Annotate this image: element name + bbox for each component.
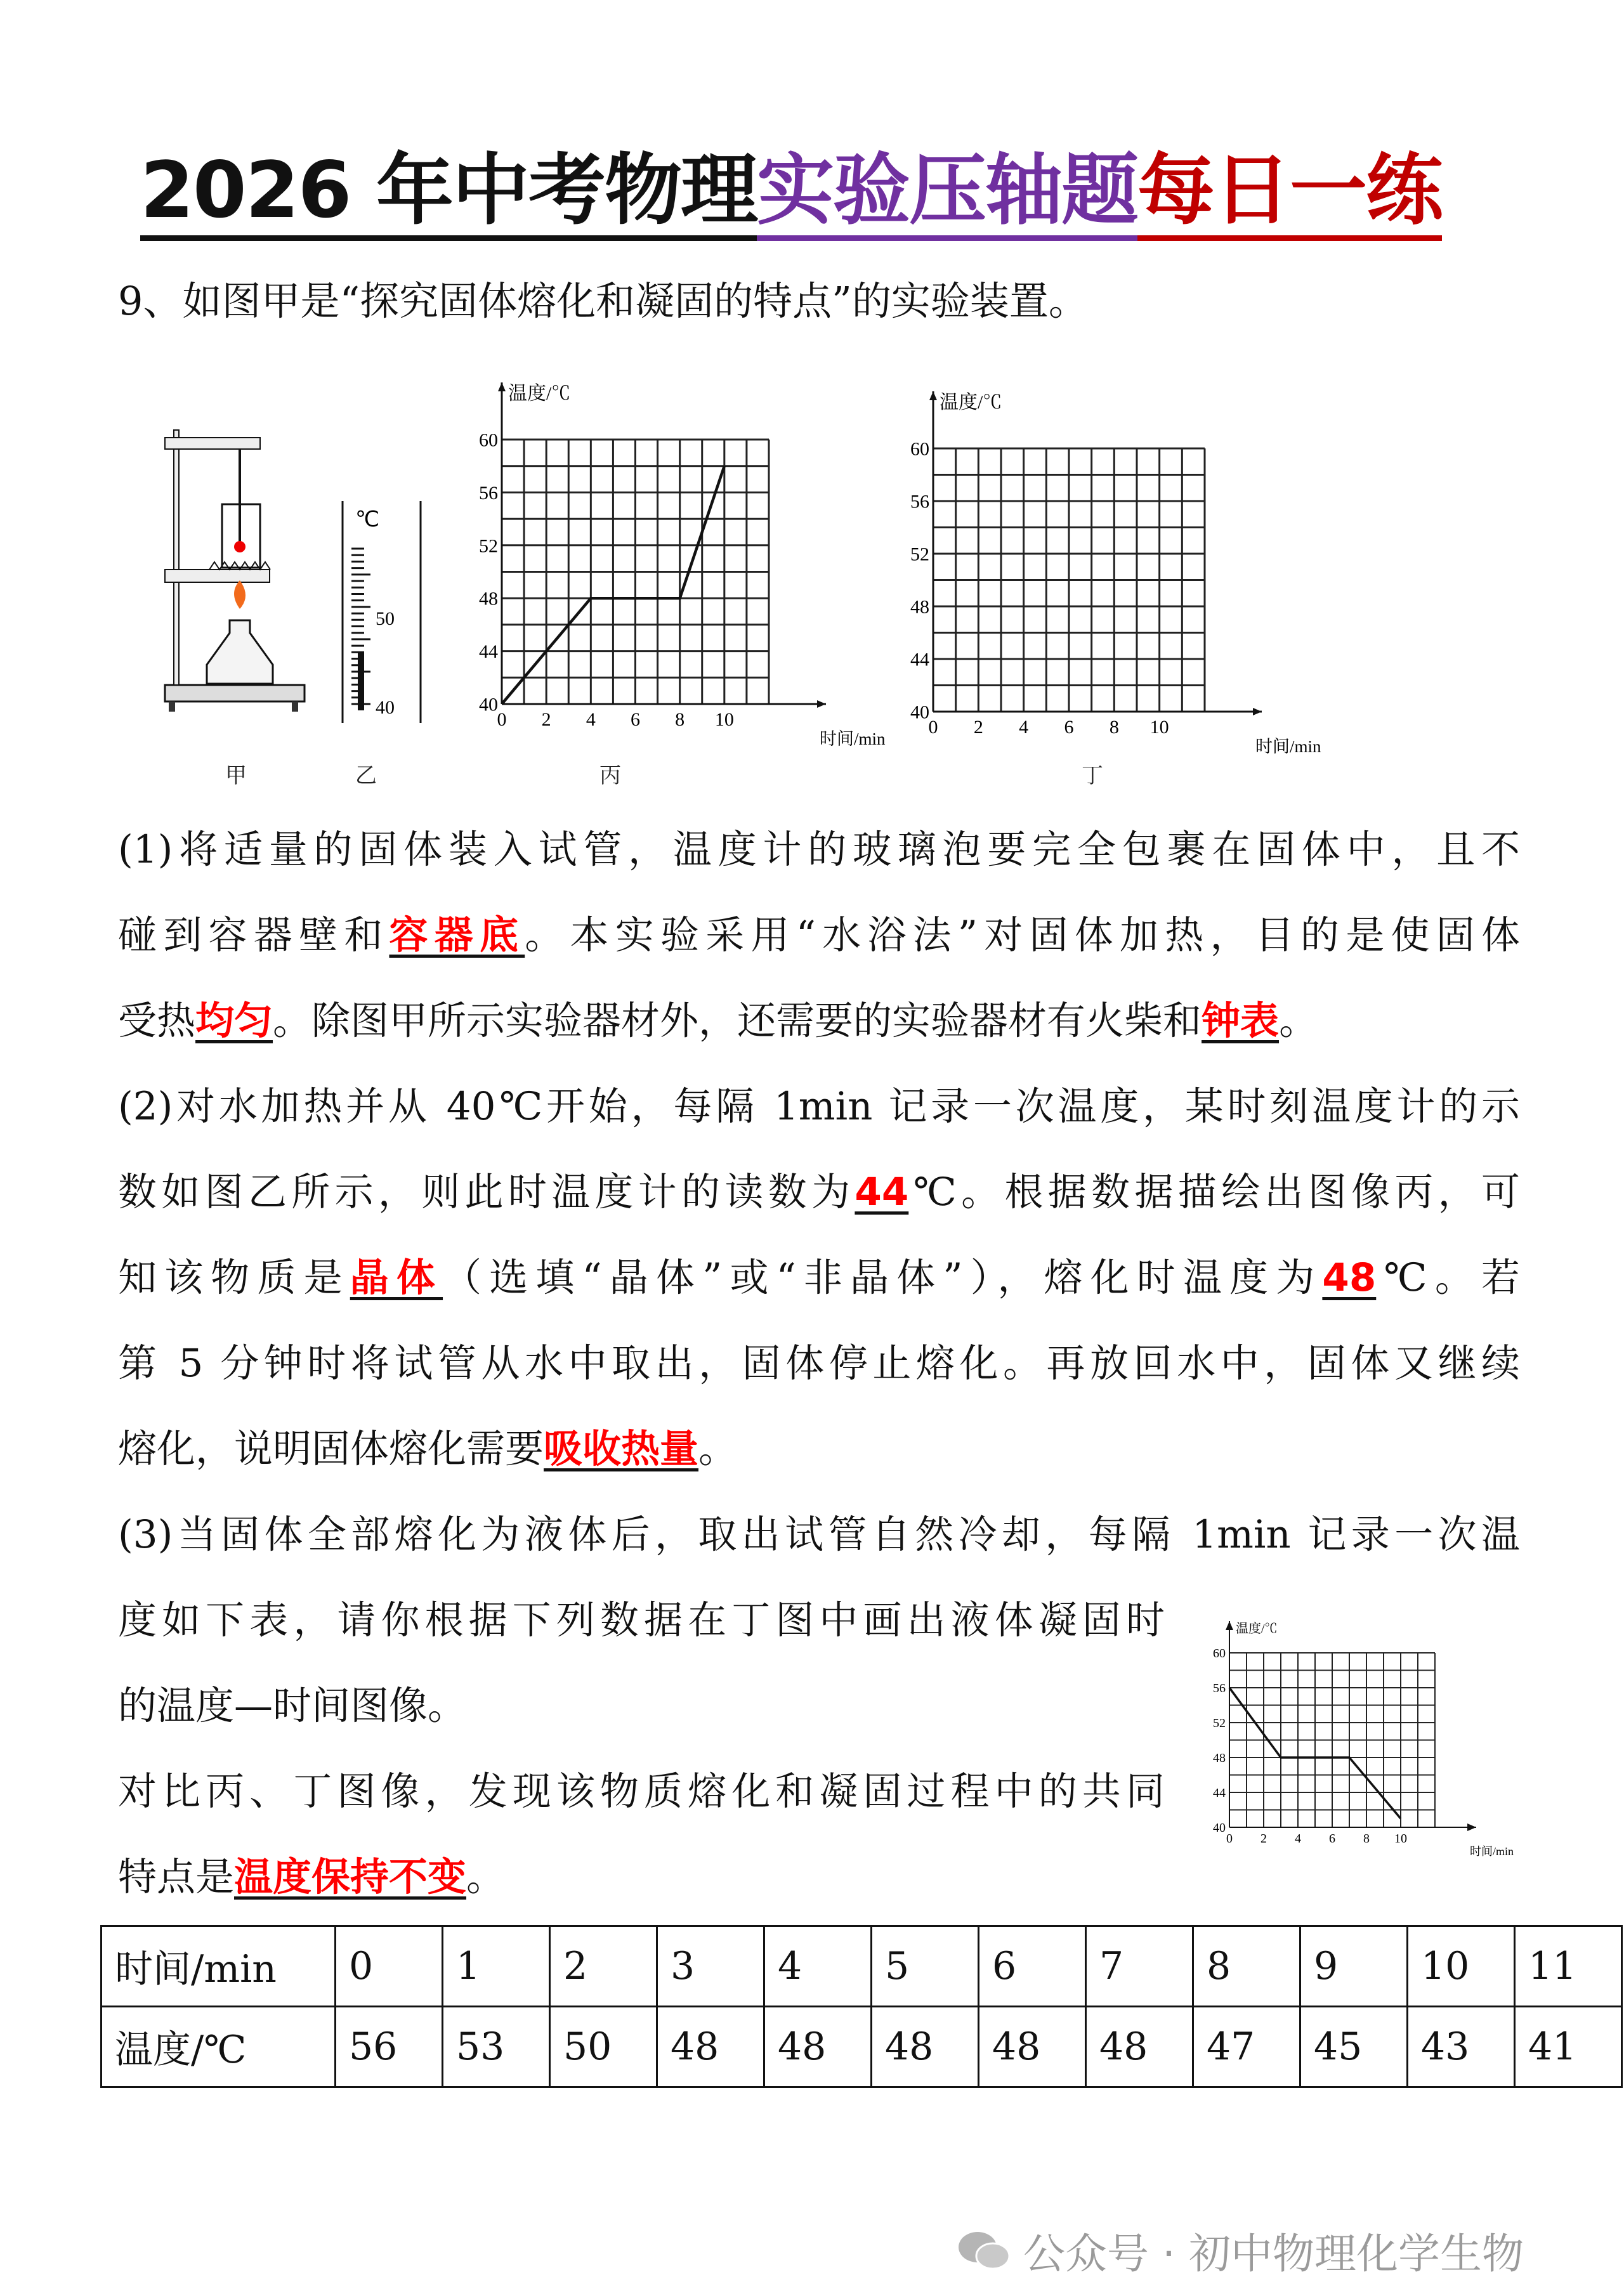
x-axis-arrow [1467,1823,1476,1831]
row-header: 时间/min [102,1926,336,2007]
table-cell: 9 [1300,1926,1408,2007]
answer-blank: 均匀 [195,998,273,1043]
x-tick-label: 6 [1329,1832,1335,1846]
thermometer-unit: ℃ [355,508,380,532]
x-axis-arrow [817,700,826,708]
text-line [118,996,1318,1047]
mercury-column [358,652,364,710]
y-tick-label: 48 [910,596,929,618]
x-tick-label: 6 [631,709,640,730]
y-axis-label: 温度/℃ [1236,1622,1278,1636]
x-tick-label: 0 [928,717,938,738]
table-cell: 3 [657,1926,764,2007]
table-cell: 7 [1086,1926,1193,2007]
text-segment: 受热 [118,998,196,1043]
text-line [118,910,1520,961]
text-segment: （选填“晶体”或“非晶体”），熔化时温度为 [443,1255,1323,1300]
table-cell: 1 [443,1926,550,2007]
y-tick-label: 60 [1213,1647,1226,1660]
thermometer-label-50: 50 [376,608,395,629]
text-segment: 第 5 分钟时将试管从水中取出，固体停止熔化。再放回水中，固体又继续 [118,1341,1520,1386]
table-cell: 53 [443,2007,550,2087]
text-line [118,1081,1520,1132]
x-tick-label: 4 [586,709,596,730]
title-part-3: 每日一练 [1137,145,1442,241]
text-segment: 对比丙、丁图像，发现该物质熔化和凝固过程中的共同 [118,1769,1165,1814]
page-title [140,143,1504,238]
figure-label-ding: 丁 [1082,763,1103,788]
text-segment: 知该物质是 [118,1255,350,1300]
text-segment: 特点是 [118,1855,235,1900]
table-cell: 43 [1408,2007,1515,2087]
x-tick-label: 10 [1394,1832,1407,1846]
table-cell: 50 [550,2007,657,2087]
thermometer-label-40: 40 [376,697,395,718]
text-segment: 碰到容器壁和 [118,913,390,958]
row-header: 温度/℃ [102,2007,336,2087]
y-tick-label: 52 [479,535,498,557]
x-tick-label: 4 [1295,1832,1301,1846]
table-row [102,2007,1622,2087]
table-cell: 5 [872,1926,979,2007]
y-tick-label: 40 [479,694,498,715]
table-cell: 48 [764,2007,872,2087]
x-tick-label: 4 [1019,717,1029,738]
text-segment: ℃。若 [1376,1255,1520,1300]
data-table [100,1925,1623,2088]
y-axis-arrow [929,391,937,400]
text-segment: (3)当固体全部熔化为液体后，取出试管自然冷却，每隔 1min 记录一次温 [118,1512,1520,1557]
text-line [118,1338,1520,1389]
wechat-icon [955,2228,1012,2273]
figure-label-bing: 丙 [599,763,621,788]
y-tick-label: 44 [479,641,498,663]
table-cell: 56 [336,2007,443,2087]
text-line [118,1167,1520,1218]
figure-label-jia: 甲 [225,763,247,788]
answer-blank: 容器底 [389,913,525,958]
y-tick-label: 60 [479,429,498,451]
y-tick-label: 44 [910,649,929,670]
x-tick-label: 10 [714,709,734,730]
y-tick-label: 52 [1213,1716,1226,1730]
chart-ding [875,377,1332,764]
y-tick-label: 40 [910,701,929,723]
table-cell: 11 [1515,1926,1622,2007]
table-cell: 41 [1515,2007,1622,2087]
answer-blank: 48 [1322,1255,1377,1300]
table-cell: 47 [1193,2007,1300,2087]
x-axis-label: 时间/min [1470,1845,1514,1858]
table-cell: 48 [657,2007,764,2087]
text-line [118,1852,505,1903]
text-line [118,1766,1165,1817]
x-tick-label: 10 [1149,717,1169,738]
table-cell: 8 [1193,1926,1300,2007]
answer-blank: 44 [855,1170,909,1215]
x-tick-label: 8 [675,709,685,730]
thermometer-illustration [336,488,425,729]
y-tick-label: 48 [479,588,498,610]
y-axis-arrow [498,382,506,391]
table-cell: 2 [550,1926,657,2007]
text-segment: 。 [1279,998,1318,1043]
y-tick-label: 44 [1213,1786,1226,1800]
answer-blank: 温度保持不变 [234,1855,467,1900]
text-segment: 。 [698,1426,738,1471]
x-tick-label: 8 [1109,717,1119,738]
y-tick-label: 56 [1213,1681,1226,1695]
y-axis-label: 温度/℃ [940,392,1002,413]
text-segment: (2)对水加热并从 40℃开始，每隔 1min 记录一次温度，某时刻温度计的示 [118,1084,1520,1129]
table-cell: 48 [979,2007,1086,2087]
table-cell: 0 [336,1926,443,2007]
y-tick-label: 56 [910,491,929,512]
table-cell: 10 [1408,1926,1515,2007]
x-tick-label: 2 [1261,1832,1267,1846]
text-segment: 。 [466,1855,506,1900]
chart-bing [444,368,901,755]
title-part-2: 实验压轴题 [757,145,1137,241]
table-cell: 45 [1300,2007,1408,2087]
title-part-1: 2026 年中考物理 [140,145,757,241]
x-axis-label: 时间/min [1255,737,1321,756]
text-segment: 。本实验采用“水浴法”对固体加热，目的是使固体 [525,913,1520,958]
chart-answer [1193,1605,1548,1871]
text-line [118,825,1520,875]
apparatus-illustration [159,419,324,717]
text-segment: ℃。根据数据描绘出图像丙，可 [908,1170,1520,1215]
text-segment: (1)将适量的固体装入试管，温度计的玻璃泡要完全包裹在固体中，且不 [118,827,1520,872]
x-tick-label: 2 [541,709,551,730]
table-cell: 48 [872,2007,979,2087]
watermark-text: 公众号 · 初中物理化学生物 [1023,2229,1524,2278]
watermark [955,2220,1524,2280]
text-line [118,1510,1520,1560]
answer-blank: 钟表 [1202,998,1280,1043]
table-cell: 4 [764,1926,872,2007]
x-axis-arrow [1253,708,1262,715]
table-cell: 6 [979,1926,1086,2007]
table-row [102,1926,1622,2007]
x-tick-label: 0 [497,709,507,730]
y-tick-label: 40 [1213,1821,1226,1835]
text-line [118,1424,737,1475]
answer-blank: 吸收热量 [544,1426,699,1471]
question-stem: 9、如图甲是“探究固体熔化和凝固的特点”的实验装置。 [118,278,1088,324]
y-tick-label: 52 [910,544,929,565]
y-tick-label: 48 [1213,1751,1226,1765]
table-cell: 48 [1086,2007,1193,2087]
text-segment: 数如图乙所示，则此时温度计的读数为 [118,1170,855,1215]
y-tick-label: 56 [479,482,498,504]
y-tick-label: 60 [910,438,929,460]
y-axis-arrow [1226,1621,1233,1630]
text-segment: 度如下表，请你根据下列数据在丁图中画出液体凝固时 [118,1598,1165,1643]
figure-label-yi: 乙 [355,763,377,788]
x-axis-label: 时间/min [820,729,886,748]
text-segment: 的温度—时间图像。 [118,1683,467,1728]
y-axis-label: 温度/℃ [508,383,571,404]
answer-blank: 晶体 [350,1255,443,1300]
text-segment: 。除图甲所示实验器材外，还需要的实验器材有火柴和 [273,998,1202,1043]
x-tick-label: 0 [1226,1832,1233,1846]
text-line [118,1595,1165,1646]
x-tick-label: 8 [1363,1832,1370,1846]
x-tick-label: 6 [1064,717,1074,738]
text-line [118,1681,466,1732]
text-segment: 熔化，说明固体熔化需要 [118,1426,544,1471]
text-line [118,1253,1520,1303]
x-tick-label: 2 [973,717,983,738]
